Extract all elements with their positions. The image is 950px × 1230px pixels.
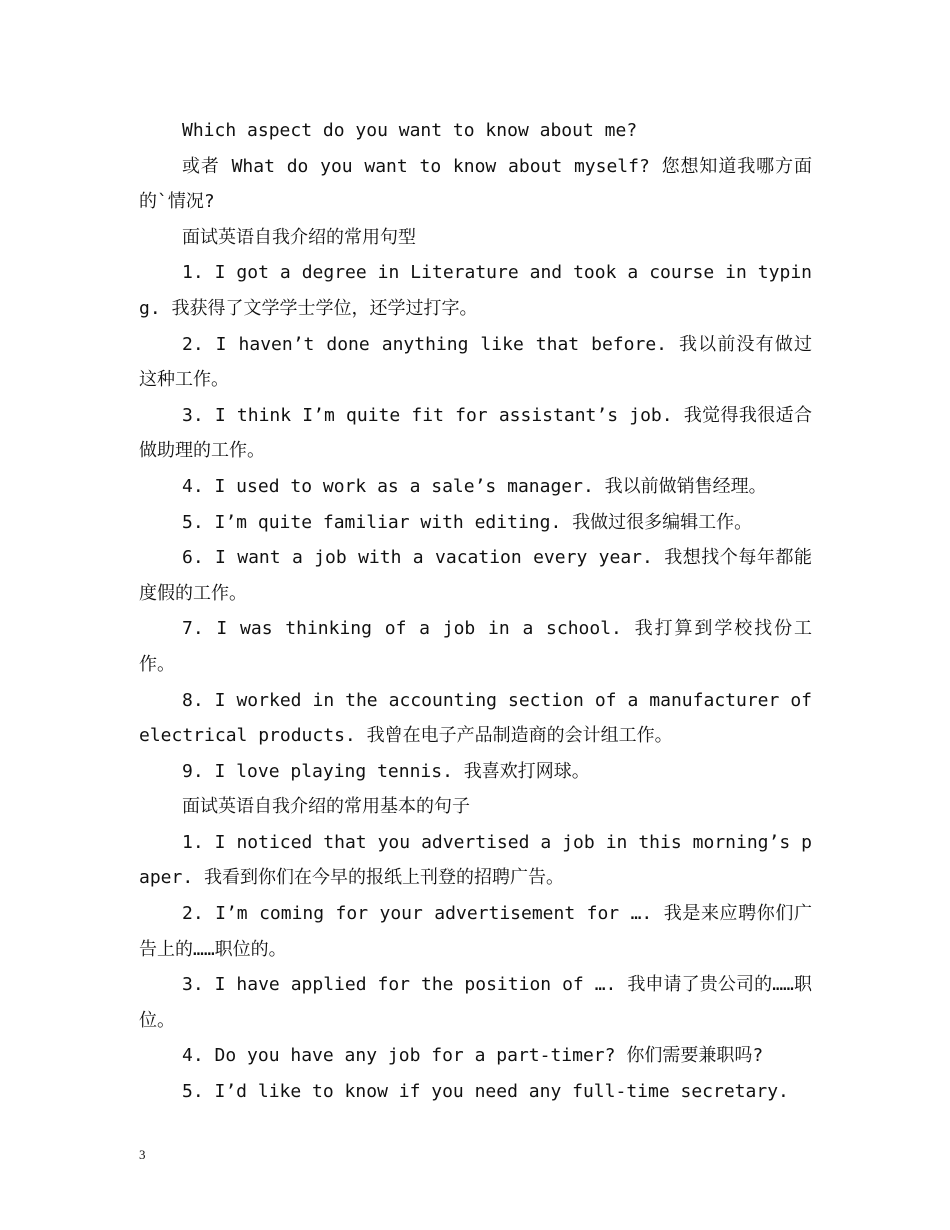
paragraph-alternative-question: 或者 What do you want to know about myself? 您想知道我哪方面的`情况? <box>139 155 812 213</box>
list-item-pattern-9: 9. I love playing tennis. 我喜欢打网球。 <box>182 760 590 782</box>
list-item-pattern-2: 2. I haven’t done anything like that before. 我以前没有做过这种工作。 <box>139 333 812 391</box>
page-number: 3 <box>139 1147 146 1162</box>
list-item-pattern-4: 4. I used to work as a sale’s manager. 我以前做销售经理。 <box>182 475 767 497</box>
list-item-sentence-4: 4. Do you have any job for a part-timer? 你们需要兼职吗? <box>182 1045 764 1067</box>
list-item-sentence-3: 3. I have applied for the position of …. 我申请了贵公司的……职位。 <box>139 974 812 1031</box>
list-item-pattern-6: 6. I want a job with a vacation every year. 我想找个每年都能度假的工作。 <box>139 547 812 604</box>
section-heading-common-patterns: 面试英语自我介绍的常用句型 <box>182 226 416 248</box>
list-item-sentence-5: 5. I’d like to know if you need any full-time secretary. <box>182 1081 789 1103</box>
paragraph-aspect-question: Which aspect do you want to know about me? <box>182 120 638 141</box>
section-heading-basic-sentences: 面试英语自我介绍的常用基本的句子 <box>182 796 470 818</box>
list-item-pattern-3: 3. I think I’m quite fit for assistant’s job. 我觉得我很适合做助理的工作。 <box>139 404 812 462</box>
document-body <box>139 113 812 1110</box>
list-item-sentence-2: 2. I’m coming for your advertisement for …. 我是来应聘你们广告上的……职位的。 <box>139 903 812 960</box>
list-item-pattern-5: 5. I’m quite familiar with editing. 我做过很多编辑工作。 <box>182 511 753 533</box>
list-item-sentence-1: 1. I noticed that you advertised a job in this morning’s paper. 我看到你们在今早的报纸上刊登的招聘广告。 <box>139 831 812 889</box>
list-item-pattern-7: 7. I was thinking of a job in a school. 我打算到学校找份工作。 <box>139 618 812 675</box>
list-item-pattern-8: 8. I worked in the accounting section of a manufacturer of electrical products. 我曾在电子产品制造商的会计组工作。 <box>139 689 812 747</box>
list-item-pattern-1: 1. I got a degree in Literature and took a course in typing. 我获得了文学学士学位，还学过打字。 <box>139 262 812 319</box>
